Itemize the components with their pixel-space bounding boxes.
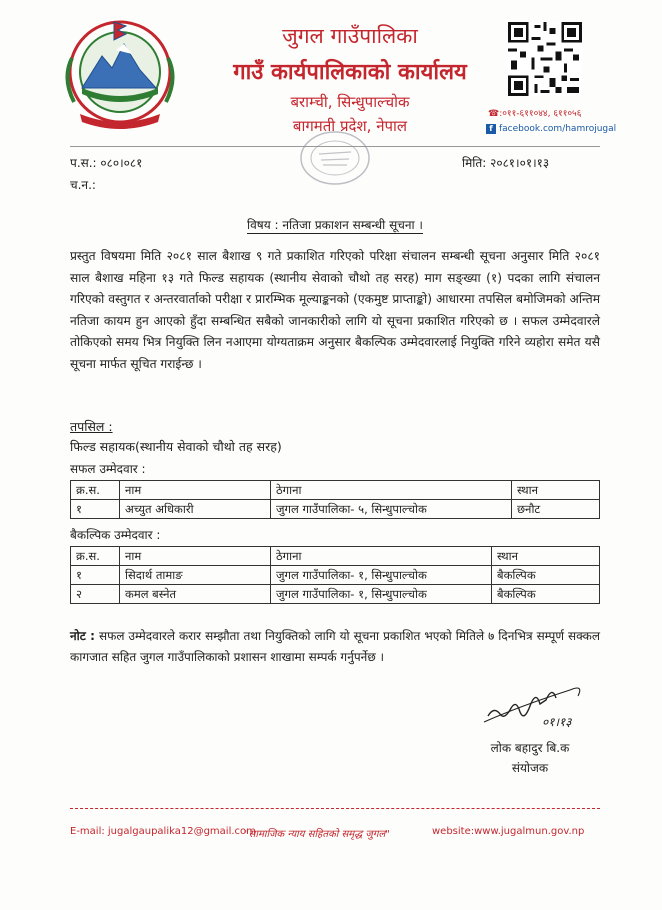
header-cell-status: स्थान bbox=[512, 481, 600, 500]
signature-date: ०१।१३ bbox=[542, 715, 572, 729]
footer-website[interactable]: website:www.jugalmun.gov.np bbox=[432, 826, 585, 837]
facebook-url: facebook.com/hamrojugal bbox=[499, 124, 617, 134]
alternate-table bbox=[70, 546, 600, 604]
footer-slogan: "सामाजिक न्याय सहितको समृद्ध जुगल" bbox=[244, 829, 390, 840]
footer-divider bbox=[70, 808, 600, 809]
note-paragraph bbox=[70, 626, 600, 668]
subject-text: विषय : नतिजा प्रकाशन सम्बन्धी सूचना । bbox=[247, 218, 423, 232]
table-header-row bbox=[71, 481, 600, 500]
document-date: मिति: २०८१।०१।१३ bbox=[462, 156, 550, 170]
footer-email[interactable]: E-mail: jugalgaupalika12@gmail.com bbox=[70, 826, 256, 837]
note-text: सफल उम्मेदवारले करार सम्झौता तथा नियुक्तिको लागि यो सूचना प्रकाशित भएको मितिले ७ दिनभित्र सम्पूर्ण सक्कल कागजात सहित जुगल गाउँपालिकाको प्रशासन शाखामा सम्पर्क गर्नुपर्नेछ । bbox=[70, 629, 600, 664]
subject-line bbox=[70, 216, 600, 233]
cell-address: जुगल गाउँपालिका- १, सिन्धुपाल्चोक bbox=[271, 566, 492, 585]
office-stamp bbox=[295, 128, 375, 188]
municipality-emblem bbox=[60, 18, 180, 130]
header-cell-sn: क्र.स. bbox=[71, 481, 120, 500]
cell-status: बैकल्पिक bbox=[492, 585, 600, 604]
facebook-link[interactable] bbox=[486, 124, 616, 134]
phone-number: ☎:०११-६११०४४, ६११०५६ bbox=[488, 109, 582, 119]
header-cell-name: नाम bbox=[120, 481, 271, 500]
office-name: गाउँ कार्यपालिकाको कार्यालय bbox=[233, 60, 467, 85]
facebook-icon: f bbox=[486, 124, 496, 134]
cell-name: अच्युत अधिकारी bbox=[120, 500, 271, 519]
signatory-name: लोक बहादुर बि.क bbox=[490, 741, 570, 755]
notice-body: प्रस्तुत विषयमा मिति २०८१ साल बैशाख ९ गते प्रकाशित गरिएको परिक्षा संचालन सम्बन्धी सूचना अनुसार मिति २०८१ साल बैशाख महिना १३ गते फिल्ड सहायक (स्थानीय सेवाको चौथो तह सरह) माग सङ्ख्या (१) पदका लागि संचालन गरिएको वस्तुगत र अन्तरवार्ताको परीक्षा र प्रारम्भिक मूल्याङ्कनको (एकमुष्ट प्राप्ताङ्को) आधारमा तपसिल बमोजिमको अन्तिम नतिजा कायम हुन आएको हुँदा सम्बन्धित सबैको जानकारीको लागि यो सूचना प्रकाशित गरिएको छ । सफल उम्मेदवारले तोकिएको समय भित्र नियुक्ति लिन नआएमा योग्यताक्रम अनुसार बैकल्पिक उम्मेदवारलाई नियुक्ति गरिने व्यहोरा समेत यसै सूचना मार्फत सूचित गराईन्छ । bbox=[70, 249, 600, 371]
cell-address: जुगल गाउँपालिका- १, सिन्धुपाल्चोक bbox=[271, 585, 492, 604]
header-cell-address: ठेगाना bbox=[271, 481, 512, 500]
cell-sn: १ bbox=[71, 566, 120, 585]
header-cell-sn: क्र.स. bbox=[71, 547, 120, 566]
signatory-block bbox=[470, 738, 590, 778]
cell-sn: १ bbox=[71, 500, 120, 519]
cell-address: जुगल गाउँपालिका- ५, सिन्धुपाल्चोक bbox=[271, 500, 512, 519]
cell-name: सिदार्थ तामाङ bbox=[120, 566, 271, 585]
cell-name: कमल बस्नेत bbox=[120, 585, 271, 604]
successful-table bbox=[70, 480, 600, 519]
handwritten-signature bbox=[480, 676, 590, 736]
header-cell-address: ठेगाना bbox=[271, 547, 492, 566]
cell-status: छनौट bbox=[512, 500, 600, 519]
alternate-label: बैकल्पिक उम्मेदवार : bbox=[70, 528, 161, 542]
cell-status: बैकल्पिक bbox=[492, 566, 600, 585]
tapasil-label: तपसिल : bbox=[70, 419, 113, 434]
address-line-2: बागमती प्रदेश, नेपाल bbox=[292, 117, 408, 135]
reference-number: प.स.: ०८०।०८१ bbox=[70, 156, 143, 170]
qr-code-icon bbox=[508, 22, 582, 96]
address-line-1: बराम्ची, सिन्धुपाल्चोक bbox=[290, 93, 410, 111]
table-header-row bbox=[71, 547, 600, 566]
header-cell-status: स्थान bbox=[492, 547, 600, 566]
successful-label: सफल उम्मेदवार : bbox=[70, 462, 146, 476]
note-label: नोट : bbox=[70, 629, 95, 643]
municipality-name: जुगल गाउँपालिका bbox=[282, 24, 418, 48]
table-row bbox=[71, 585, 600, 604]
position-label: फिल्ड सहायक(स्थानीय सेवाको चौथो तह सरह) bbox=[70, 439, 282, 454]
header-cell-name: नाम bbox=[120, 547, 271, 566]
dispatch-number: च.न.: bbox=[70, 178, 96, 192]
cell-sn: २ bbox=[71, 585, 120, 604]
table-row bbox=[71, 500, 600, 519]
table-row bbox=[71, 566, 600, 585]
signatory-designation: संयोजक bbox=[511, 761, 549, 775]
